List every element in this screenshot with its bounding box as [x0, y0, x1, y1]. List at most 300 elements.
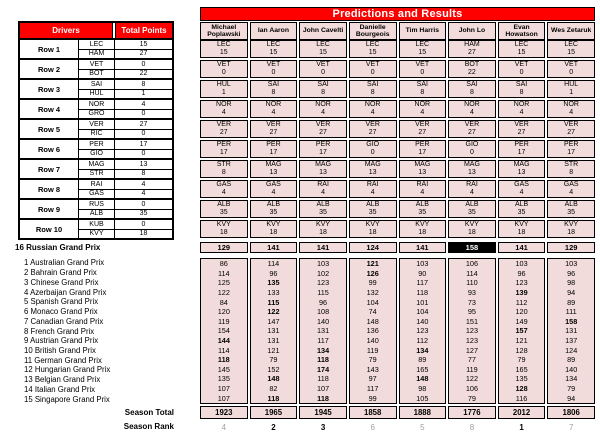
- race-score-cell[interactable]: 102: [316, 268, 330, 278]
- prediction-cell[interactable]: [547, 120, 595, 138]
- race-score-cell[interactable]: 104: [366, 297, 379, 307]
- race-score-cell[interactable]: 111: [565, 307, 577, 317]
- prediction-cell[interactable]: [498, 160, 546, 178]
- pick-driver-code: KVY: [365, 221, 380, 228]
- current-race-score-cell[interactable]: 141: [399, 242, 447, 253]
- race-score-cell[interactable]: 128: [515, 345, 528, 355]
- prediction-cell[interactable]: [498, 60, 546, 78]
- race-score-cell[interactable]: 90: [418, 268, 427, 278]
- race-score-cell[interactable]: 135: [217, 374, 230, 384]
- race-score-cell[interactable]: 147: [267, 316, 280, 326]
- race-score-cell[interactable]: 106: [465, 259, 479, 269]
- driver-code-cell[interactable]: KVY: [79, 230, 115, 239]
- prediction-cell[interactable]: [299, 120, 347, 138]
- driver-code-cell[interactable]: GAS: [79, 190, 115, 199]
- prediction-cell[interactable]: [547, 220, 595, 238]
- race-score-cell[interactable]: 115: [317, 288, 329, 298]
- prediction-cell[interactable]: [547, 40, 595, 58]
- row-label-cell[interactable]: Row 1: [20, 40, 79, 58]
- driver-code-cell[interactable]: VET: [79, 60, 115, 69]
- race-score-cell[interactable]: 120: [217, 307, 230, 317]
- player-name-header[interactable]: John Cavelti: [299, 22, 347, 40]
- race-score-cell[interactable]: 118: [317, 374, 329, 384]
- race-score-cell[interactable]: 135: [515, 374, 528, 384]
- pick-driver-code: ALB: [415, 201, 429, 208]
- driver-code-cell[interactable]: MAG: [79, 160, 115, 169]
- race-score-cell[interactable]: 112: [515, 297, 528, 307]
- race-score-cell[interactable]: 143: [366, 364, 379, 374]
- race-score-cell[interactable]: 121: [515, 336, 528, 346]
- race-score-cell[interactable]: 105: [416, 393, 429, 403]
- prediction-cell[interactable]: [547, 180, 595, 198]
- driver-pair: [79, 120, 172, 138]
- prediction-cell[interactable]: [349, 100, 397, 118]
- race-score-cell[interactable]: 119: [217, 316, 230, 326]
- prediction-cell[interactable]: [299, 100, 347, 118]
- race-score-cell[interactable]: 114: [217, 268, 230, 278]
- race-score-cell[interactable]: 89: [418, 355, 427, 365]
- driver-sub-row: [79, 70, 172, 79]
- prediction-cell[interactable]: [250, 120, 298, 138]
- prediction-cell[interactable]: [448, 140, 496, 158]
- player-name-header[interactable]: Ian Aaron: [250, 22, 298, 40]
- driver-points-cell[interactable]: 0: [141, 220, 146, 228]
- race-score-cell[interactable]: 122: [267, 307, 280, 317]
- prediction-cell[interactable]: [448, 180, 496, 198]
- prediction-cell[interactable]: [250, 140, 298, 158]
- prediction-cell[interactable]: [448, 120, 496, 138]
- race-score-cell[interactable]: 133: [267, 288, 280, 298]
- season-rank-cell[interactable]: 5: [420, 422, 425, 432]
- race-score-cell[interactable]: 106: [465, 384, 479, 394]
- prediction-cell[interactable]: [250, 40, 298, 58]
- driver-points-cell[interactable]: 4: [141, 180, 146, 188]
- season-rank-cell[interactable]: 7: [568, 422, 574, 432]
- current-race-score-cell[interactable]: 124: [349, 242, 397, 253]
- prediction-cell[interactable]: [200, 80, 248, 98]
- prediction-cell[interactable]: [399, 120, 447, 138]
- driver-code-cell[interactable]: GRO: [79, 110, 115, 119]
- driver-code-cell[interactable]: KUB: [79, 220, 115, 229]
- race-score-cell[interactable]: 140: [316, 316, 330, 326]
- race-score-cell[interactable]: 117: [317, 336, 329, 346]
- prediction-cell[interactable]: [200, 140, 248, 158]
- prediction-cell[interactable]: [349, 200, 397, 218]
- race-score-cell[interactable]: 140: [366, 336, 379, 346]
- driver-points-cell[interactable]: 0: [141, 200, 146, 208]
- race-score-cell[interactable]: 136: [366, 326, 379, 336]
- driver-code-cell[interactable]: HAM: [79, 50, 115, 59]
- race-score-cell[interactable]: 126: [366, 268, 379, 278]
- race-score-cell[interactable]: 118: [267, 393, 280, 403]
- pick-driver-code: MAG: [364, 161, 381, 168]
- race-score-cell[interactable]: 123: [465, 336, 479, 346]
- current-race-score-cell[interactable]: 141: [250, 242, 298, 253]
- race-score-cell[interactable]: 165: [515, 364, 528, 374]
- season-total-cell[interactable]: 1858: [349, 406, 397, 419]
- driver-code-cell[interactable]: SAI: [79, 80, 115, 89]
- season-total-cell[interactable]: 1923: [200, 406, 248, 419]
- player-name-header[interactable]: Tim Harris: [399, 22, 447, 40]
- prediction-cell[interactable]: [547, 80, 595, 98]
- prediction-cell[interactable]: [399, 200, 447, 218]
- pick-points: 0: [420, 69, 425, 76]
- driver-points-cell[interactable]: 27: [139, 50, 148, 58]
- driver-points-cell[interactable]: 0: [141, 150, 146, 158]
- pick-points: 4: [569, 109, 574, 116]
- prediction-cell[interactable]: [448, 160, 496, 178]
- race-score-cell[interactable]: 117: [366, 384, 379, 394]
- race-score-cell[interactable]: 73: [467, 297, 476, 307]
- driver-points-cell[interactable]: 4: [141, 100, 146, 108]
- race-score-cell[interactable]: 98: [567, 278, 576, 288]
- driver-code-cell[interactable]: RUS: [79, 200, 115, 209]
- race-score-cell[interactable]: 131: [267, 326, 280, 336]
- prediction-cell[interactable]: [448, 100, 496, 118]
- prediction-cell[interactable]: [547, 140, 595, 158]
- driver-code-cell[interactable]: GIO: [79, 150, 115, 159]
- season-rank-cell[interactable]: 1: [519, 422, 524, 432]
- current-race-score-cell[interactable]: 129: [200, 242, 248, 253]
- race-score-cell[interactable]: 123: [416, 326, 429, 336]
- race-score-cell[interactable]: 134: [416, 345, 429, 355]
- race-score-cell[interactable]: 94: [567, 288, 576, 298]
- race-score-cell[interactable]: 96: [567, 268, 576, 278]
- row-label-cell[interactable]: Row 5: [20, 120, 79, 138]
- prediction-cell[interactable]: [399, 60, 447, 78]
- race-score-cell[interactable]: 131: [316, 326, 330, 336]
- race-score-cell[interactable]: 139: [515, 288, 528, 298]
- row-label-cell[interactable]: Row 2: [20, 60, 79, 78]
- race-score-cell[interactable]: 165: [416, 364, 429, 374]
- race-score-cell[interactable]: 99: [368, 393, 377, 403]
- season-total-cell[interactable]: 2012: [498, 406, 546, 419]
- prediction-cell[interactable]: [498, 100, 546, 118]
- race-score-cell[interactable]: 103: [416, 259, 429, 269]
- race-score-cell[interactable]: 124: [565, 345, 578, 355]
- row-label-cell[interactable]: Row 8: [20, 180, 79, 198]
- driver-points-cell[interactable]: 0: [141, 110, 146, 118]
- prediction-cell[interactable]: [349, 220, 397, 238]
- season-rank-cell[interactable]: 4: [221, 422, 227, 432]
- race-score-cell[interactable]: 132: [366, 288, 379, 298]
- race-score-cell[interactable]: 123: [515, 278, 528, 288]
- driver-code-cell[interactable]: LEC: [79, 40, 115, 49]
- race-score-cell[interactable]: 114: [267, 259, 280, 269]
- race-score-cell[interactable]: 93: [467, 288, 476, 298]
- prediction-cell[interactable]: [399, 180, 447, 198]
- player-name-header[interactable]: Danielle Bourgeois: [349, 22, 397, 40]
- driver-points-cell[interactable]: 35: [139, 210, 148, 218]
- driver-code-cell[interactable]: VER: [79, 120, 115, 129]
- prediction-cell[interactable]: [200, 200, 248, 218]
- season-rank-cell[interactable]: 2: [271, 422, 276, 432]
- player-names-header-row: [200, 22, 595, 40]
- race-score-cell[interactable]: 123: [465, 326, 479, 336]
- race-score-cell[interactable]: 112: [416, 336, 429, 346]
- race-score-cell[interactable]: 114: [217, 345, 230, 355]
- race-score-cell[interactable]: 84: [219, 297, 228, 307]
- race-score-cell[interactable]: 110: [466, 278, 478, 288]
- race-score-cell[interactable]: 116: [515, 393, 528, 403]
- prediction-cell[interactable]: [250, 80, 298, 98]
- driver-points-cell[interactable]: 0: [141, 60, 146, 68]
- race-score-cell[interactable]: 118: [317, 393, 329, 403]
- season-total-cell[interactable]: 1945: [299, 406, 347, 419]
- race-score-cell[interactable]: 114: [466, 268, 478, 278]
- prediction-cell[interactable]: [250, 100, 298, 118]
- race-score-cell[interactable]: 97: [368, 374, 377, 384]
- player-name-header[interactable]: Michael Poplawski: [200, 22, 248, 40]
- prediction-cell[interactable]: [448, 200, 496, 218]
- prediction-cell[interactable]: [399, 80, 447, 98]
- race-score-cell[interactable]: 94: [567, 393, 576, 403]
- prediction-cell[interactable]: [250, 200, 298, 218]
- race-score-cell[interactable]: 128: [515, 384, 528, 394]
- player-name-header[interactable]: John Lo: [448, 22, 496, 40]
- race-name-label: 13 Belgian Grand Prix: [24, 375, 101, 385]
- driver-code-cell[interactable]: BOT: [79, 70, 115, 79]
- season-rank-cell[interactable]: 8: [469, 422, 475, 432]
- race-score-cell[interactable]: 95: [467, 307, 476, 317]
- prediction-cell[interactable]: [498, 80, 546, 98]
- season-total-cell[interactable]: 1888: [399, 406, 447, 419]
- prediction-cell[interactable]: [547, 100, 595, 118]
- prediction-cell[interactable]: [547, 200, 595, 218]
- driver-points-cell[interactable]: 27: [139, 120, 148, 128]
- prediction-cell[interactable]: [200, 60, 248, 78]
- prediction-cell[interactable]: [349, 40, 397, 58]
- prediction-cell[interactable]: [448, 40, 496, 58]
- race-score-cell[interactable]: 158: [565, 316, 578, 326]
- race-score-cell[interactable]: 82: [269, 384, 278, 394]
- race-score-cell[interactable]: 74: [368, 307, 377, 317]
- race-score-cell[interactable]: 123: [316, 278, 330, 288]
- race-score-cell[interactable]: 135: [267, 278, 280, 288]
- race-score-cell[interactable]: 131: [267, 336, 280, 346]
- driver-code-cell[interactable]: HUL: [79, 90, 115, 99]
- driver-code-cell[interactable]: NOR: [79, 100, 115, 109]
- race-score-cell[interactable]: 104: [416, 307, 429, 317]
- race-score-cell[interactable]: 174: [316, 364, 330, 374]
- race-score-cell[interactable]: 103: [515, 259, 528, 269]
- row-label-cell[interactable]: Row 4: [20, 100, 79, 118]
- race-score-cell[interactable]: 137: [565, 336, 578, 346]
- race-score-cell[interactable]: 89: [567, 355, 576, 365]
- race-score-cell[interactable]: 148: [416, 374, 429, 384]
- prediction-cell[interactable]: [250, 220, 298, 238]
- prediction-cell[interactable]: [498, 140, 546, 158]
- race-score-cell[interactable]: 79: [368, 355, 377, 365]
- season-total-cell[interactable]: 1965: [250, 406, 298, 419]
- race-score-cell[interactable]: 108: [316, 307, 330, 317]
- prediction-cell[interactable]: [349, 160, 397, 178]
- race-score-cell[interactable]: 140: [565, 364, 578, 374]
- driver-points-cell[interactable]: 0: [141, 130, 146, 138]
- race-score-cell[interactable]: 96: [517, 268, 526, 278]
- prediction-cell[interactable]: [200, 100, 248, 118]
- race-score-cell[interactable]: 79: [567, 384, 576, 394]
- race-score-cell[interactable]: 140: [416, 316, 429, 326]
- race-score-cell[interactable]: 157: [515, 326, 528, 336]
- prediction-cell[interactable]: [349, 180, 397, 198]
- player-name-header[interactable]: Evan Howatson: [498, 22, 546, 40]
- race-score-cell[interactable]: 145: [217, 364, 230, 374]
- race-score-cell[interactable]: 134: [565, 374, 578, 384]
- driver-code-cell[interactable]: STR: [79, 170, 115, 179]
- driver-points-cell[interactable]: 13: [139, 160, 148, 168]
- race-score-cell[interactable]: 125: [217, 278, 230, 288]
- race-score-cell[interactable]: 120: [515, 307, 528, 317]
- driver-code-cell[interactable]: RIC: [79, 130, 115, 139]
- prediction-cell[interactable]: [498, 200, 546, 218]
- driver-points-cell[interactable]: 15: [139, 40, 148, 48]
- pick-driver-code: KVY: [464, 221, 479, 228]
- prediction-cell[interactable]: [498, 180, 546, 198]
- race-score-cell[interactable]: 79: [517, 355, 526, 365]
- prediction-cell[interactable]: [299, 140, 347, 158]
- race-score-cell[interactable]: 131: [565, 326, 578, 336]
- race-score-cell[interactable]: 151: [465, 316, 479, 326]
- prediction-cell[interactable]: [200, 160, 248, 178]
- pick-points: 35: [219, 209, 228, 216]
- season-rank-cell[interactable]: 3: [320, 422, 326, 432]
- driver-points-cell[interactable]: 4: [141, 190, 146, 198]
- current-race-score-cell[interactable]: 141: [299, 242, 347, 253]
- current-race-winner-cell[interactable]: 158: [448, 242, 496, 253]
- prediction-cell[interactable]: [250, 160, 298, 178]
- season-rank-cell[interactable]: 6: [370, 422, 375, 432]
- race-score-cell[interactable]: 98: [418, 384, 427, 394]
- player-name-header[interactable]: Wes Zetaruk: [547, 22, 595, 40]
- driver-points-cell[interactable]: 17: [139, 140, 148, 148]
- prediction-cell[interactable]: [299, 40, 347, 58]
- predictions-grid: [200, 40, 595, 238]
- prediction-cell[interactable]: [299, 160, 347, 178]
- race-score-cell[interactable]: 103: [565, 259, 578, 269]
- race-score-cell[interactable]: 121: [366, 259, 379, 269]
- race-score-cell[interactable]: 118: [317, 355, 329, 365]
- prediction-cell[interactable]: [299, 80, 347, 98]
- prediction-cell[interactable]: [547, 160, 595, 178]
- prediction-cell[interactable]: [498, 120, 546, 138]
- prediction-cell[interactable]: [448, 60, 496, 78]
- prediction-cell[interactable]: [349, 140, 397, 158]
- prediction-cell[interactable]: [250, 180, 298, 198]
- race-score-cell[interactable]: 148: [366, 316, 379, 326]
- prediction-cell[interactable]: [547, 60, 595, 78]
- race-score-cell[interactable]: 122: [217, 288, 230, 298]
- race-score-cell[interactable]: 117: [416, 278, 429, 288]
- prediction-cell[interactable]: [399, 100, 447, 118]
- race-score-cell[interactable]: 127: [465, 345, 479, 355]
- driver-points-cell[interactable]: 8: [141, 80, 146, 88]
- race-score-cell[interactable]: 119: [366, 345, 379, 355]
- race-score-cell[interactable]: 103: [316, 259, 330, 269]
- prediction-cell[interactable]: [448, 220, 496, 238]
- race-score-cell[interactable]: 79: [269, 355, 278, 365]
- race-score-cell[interactable]: 79: [467, 393, 476, 403]
- race-score-cell[interactable]: 107: [316, 384, 330, 394]
- race-score-cell[interactable]: 107: [217, 393, 230, 403]
- pick-points: 15: [517, 49, 526, 56]
- driver-code-cell[interactable]: RAI: [79, 180, 115, 189]
- driver-code-cell[interactable]: ALB: [79, 210, 115, 219]
- race-score-cell[interactable]: 118: [416, 288, 429, 298]
- race-score-cell[interactable]: 77: [467, 355, 476, 365]
- race-score-cell[interactable]: 101: [416, 297, 429, 307]
- race-score-cell[interactable]: 149: [515, 316, 528, 326]
- current-race-score-cell[interactable]: 129: [547, 242, 595, 253]
- prediction-cell[interactable]: [299, 220, 347, 238]
- race-score-cell[interactable]: 118: [217, 355, 230, 365]
- prediction-cell[interactable]: [200, 40, 248, 58]
- driver-points-cell[interactable]: 8: [141, 170, 146, 178]
- race-score-cell[interactable]: 154: [217, 326, 230, 336]
- driver-points-cell[interactable]: 1: [141, 90, 146, 98]
- prediction-cell[interactable]: [448, 80, 496, 98]
- race-score-cell[interactable]: 115: [267, 297, 280, 307]
- pick-driver-code: MAG: [414, 161, 431, 168]
- row-label-cell[interactable]: Row 9: [20, 200, 79, 218]
- driver-code-cell[interactable]: PER: [79, 140, 115, 149]
- current-race-score-cell[interactable]: 141: [498, 242, 546, 253]
- prediction-cell[interactable]: [399, 160, 447, 178]
- prediction-cell[interactable]: [250, 60, 298, 78]
- driver-points-cell[interactable]: 22: [139, 70, 148, 78]
- pick-points: 35: [567, 209, 576, 216]
- prediction-cell[interactable]: [498, 40, 546, 58]
- row-label-cell[interactable]: Row 6: [20, 140, 79, 158]
- driver-pair: [79, 40, 172, 58]
- prediction-cell[interactable]: [200, 120, 248, 138]
- race-score-cell[interactable]: 107: [217, 384, 230, 394]
- race-score-cell[interactable]: 86: [219, 259, 228, 269]
- prediction-cell[interactable]: [299, 180, 347, 198]
- row-label-cell[interactable]: Row 10: [20, 220, 79, 238]
- prediction-cell[interactable]: [349, 80, 397, 98]
- row-label-cell[interactable]: Row 3: [20, 80, 79, 98]
- row-label-cell[interactable]: Row 7: [20, 160, 79, 178]
- race-score-cell[interactable]: 148: [267, 374, 280, 384]
- race-score-cell[interactable]: 99: [368, 278, 377, 288]
- prediction-cell[interactable]: [498, 220, 546, 238]
- prediction-cell[interactable]: [349, 60, 397, 78]
- race-name-label: 10 British Grand Prix: [24, 345, 96, 355]
- prediction-cell[interactable]: [399, 220, 447, 238]
- prediction-cell[interactable]: [299, 200, 347, 218]
- race-score-cell[interactable]: 144: [217, 336, 230, 346]
- prediction-cell[interactable]: [200, 220, 248, 238]
- race-score-cell[interactable]: 134: [316, 345, 330, 355]
- prediction-cell[interactable]: [200, 180, 248, 198]
- race-score-cell[interactable]: 119: [466, 364, 478, 374]
- race-score-cell[interactable]: 96: [269, 268, 278, 278]
- race-score-cell[interactable]: 96: [319, 297, 328, 307]
- prediction-cell[interactable]: [399, 40, 447, 58]
- season-total-cell[interactable]: 1806: [547, 406, 595, 419]
- prediction-cell[interactable]: [349, 120, 397, 138]
- prediction-cell[interactable]: [399, 140, 447, 158]
- prediction-cell[interactable]: [299, 60, 347, 78]
- pick-driver-code: SAI: [416, 81, 428, 88]
- race-score-cell[interactable]: 89: [567, 297, 576, 307]
- race-score-cell[interactable]: 152: [267, 364, 280, 374]
- race-score-cell[interactable]: 121: [267, 345, 280, 355]
- race-score-cell[interactable]: 122: [465, 374, 479, 384]
- season-total-cell[interactable]: 1776: [448, 406, 496, 419]
- driver-points-cell[interactable]: 18: [139, 230, 148, 238]
